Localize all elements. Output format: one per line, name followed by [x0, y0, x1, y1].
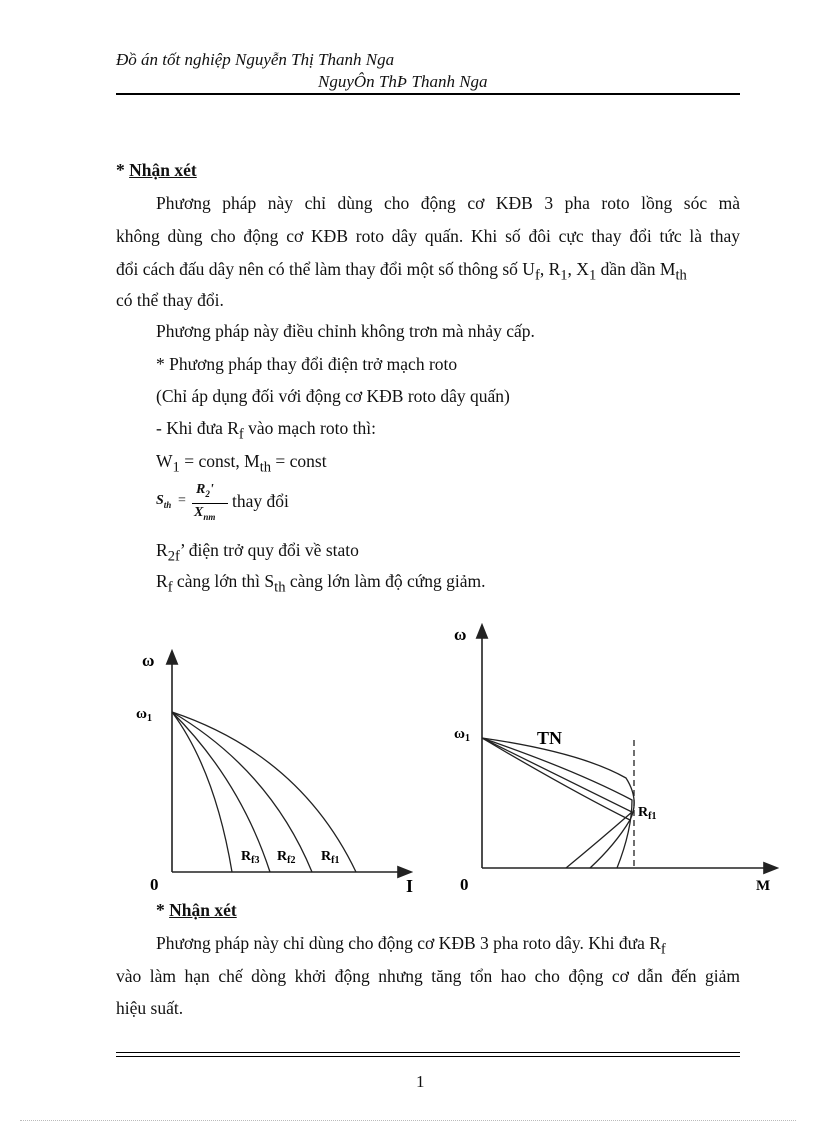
para5: - Khi đưa $R_f$ vào mạch roto thì: — [156, 418, 376, 443]
chart2-y-label: ω — [454, 625, 467, 644]
para1-line3: đổi cách đấu dây nên có thể làm thay đổi một số thông số $U_f$, $R_1$, $X_1$ dần dần $M_{th}$ — [116, 259, 687, 284]
chart1-curve-rf2 — [172, 712, 312, 872]
header-rule — [116, 93, 740, 95]
para4: (Chỉ áp dụng đối với động cơ KĐB roto dây quấn) — [156, 386, 510, 406]
page-number: 1 — [416, 1072, 425, 1091]
chart1-y-label: ω — [142, 651, 155, 670]
page-bottom-dotted-edge — [20, 1120, 796, 1121]
para1-line2: không dùng cho động cơ KĐB roto dây quấn. Khi số đôi cực thay đổi tức là thay — [116, 226, 740, 246]
chart1-label-rf2: $R_{f2}$ — [277, 849, 296, 866]
para6: $W_1$ = const, $M_{th}$ = const — [156, 451, 327, 476]
para1-line1: Phương pháp này chỉ dùng cho động cơ KĐB 3 pha roto lồng sóc mà — [156, 193, 740, 213]
section1-heading: * Nhận xét — [116, 160, 197, 180]
chart-speed-current — [136, 651, 413, 896]
footer-rule-thin — [116, 1056, 740, 1057]
chart-speed-torque — [454, 625, 776, 894]
para1-line4: có thể thay đổi. — [116, 290, 224, 310]
chart1-origin-label: 0 — [150, 875, 159, 894]
footer-rule-thick — [116, 1052, 740, 1053]
chart2-label-tn: TN — [537, 728, 563, 748]
chart2-origin-label: 0 — [460, 875, 469, 894]
chart2-curve-rf3 — [482, 738, 632, 868]
chart1-x-label: I — [406, 876, 414, 896]
section2-heading: * Nhận xét — [156, 900, 237, 920]
chart2-x-label: M — [756, 878, 771, 894]
chart1-omega1-label: $\omega_1$ — [136, 706, 152, 724]
header-title: Đồ án tốt nghiệp Nguyễn Thị Thanh Nga — [116, 50, 395, 69]
chart1-curve-natural — [172, 712, 232, 872]
para2: Phương pháp này điều chỉnh không trơn mà nhảy cấp. — [156, 321, 535, 341]
chart2-curve-rf1 — [482, 738, 632, 868]
chart2-omega1-label: $\omega_1$ — [454, 726, 470, 744]
section2-line2: vào làm hạn chế dòng khởi động nhưng tăng tổn hao cho động cơ dẫn đến giảm — [116, 966, 740, 986]
chart2-curve-tn — [482, 738, 634, 820]
para8: $R_f$ càng lớn thì $S_{th}$ càng lớn làm độ cứng giảm. — [156, 571, 486, 596]
para3: * Phương pháp thay đổi điện trở mạch roto — [156, 354, 458, 374]
section2-line3: hiệu suất. — [116, 998, 184, 1018]
chart2-curve-rf2 — [482, 738, 630, 868]
chart1-curve-rf3 — [172, 712, 270, 872]
header-author: NguyÔn ThÞ Thanh Nga — [318, 72, 488, 91]
chart2-label-rf1: $R_{f1}$ — [638, 805, 657, 822]
para7: $R_{2f}$’ điện trở quy đổi về stato — [156, 540, 359, 565]
chart1-curve-rf1 — [172, 712, 356, 872]
section2-line1: Phương pháp này chỉ dùng cho động cơ KĐB 3 pha roto dây. Khi đưa $R_f$ — [156, 933, 666, 958]
chart1-label-rf1: $R_{f1}$ — [321, 849, 340, 866]
chart1-label-rf3: $R_{f3}$ — [241, 849, 260, 866]
